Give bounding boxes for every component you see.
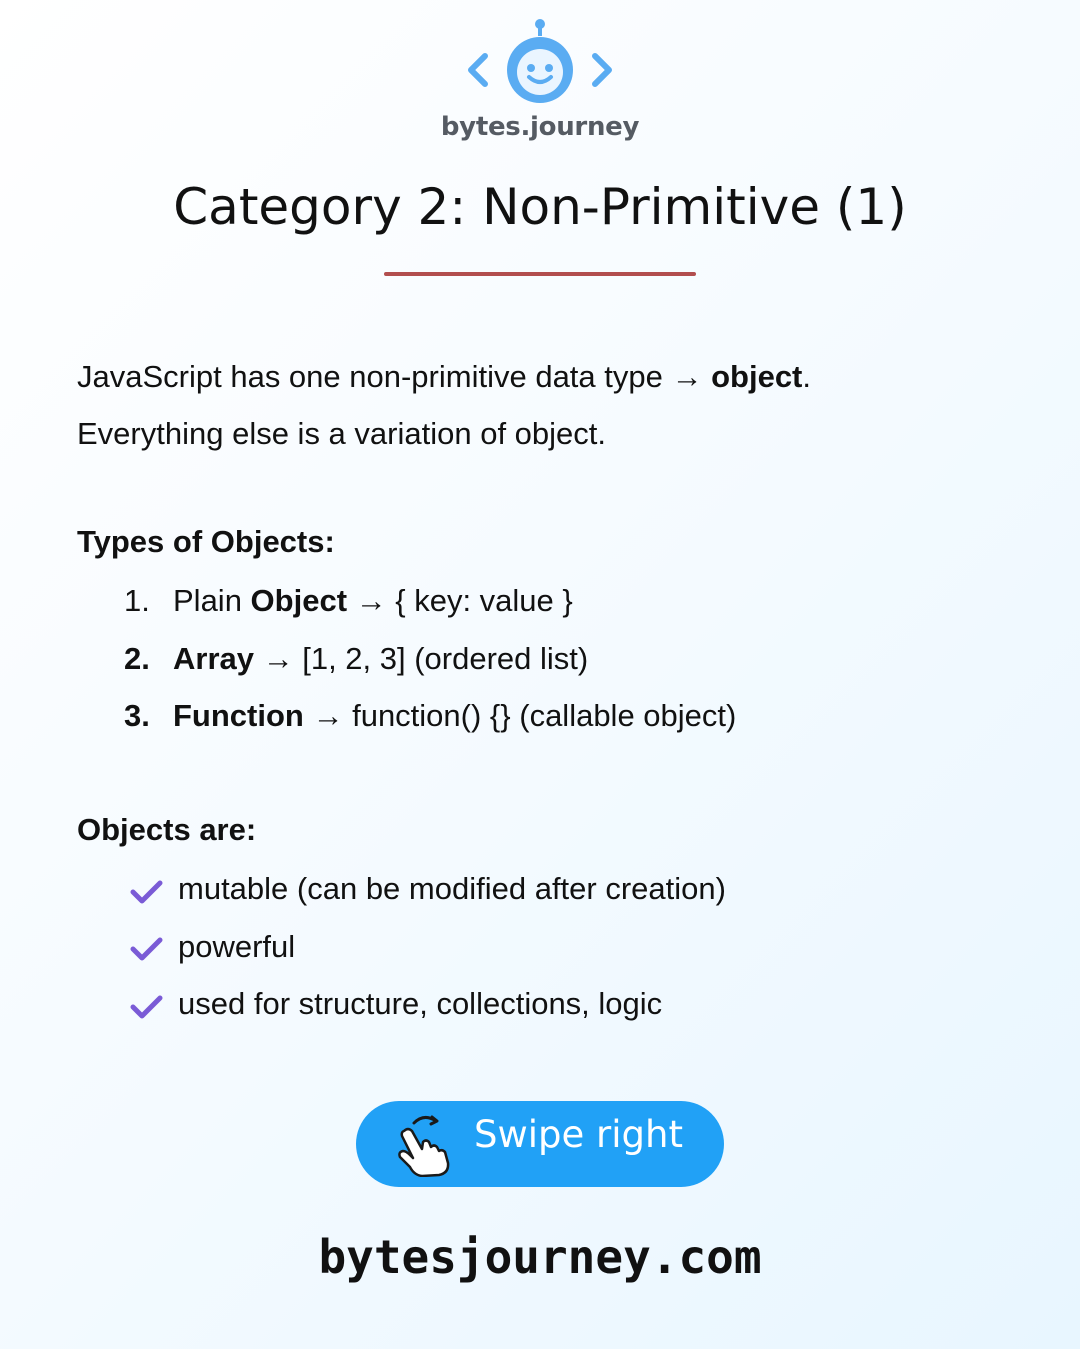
robot-logo-icon [465,18,615,110]
intro-line-1-suffix: . [802,359,812,394]
item-term: Function [173,698,304,733]
intro-line-2: Everything else is a variation of object. [77,416,606,451]
list-item [130,860,726,918]
item-description: → { key: value } [347,583,573,618]
types-heading: Types of Objects: [77,524,335,559]
intro-line-1 [77,348,1037,405]
list-text: mutable (can be modified after creation) [178,871,726,906]
checkmark-icon [130,879,163,905]
item-prefix: Plain [173,583,251,618]
item-term: Array [173,640,254,676]
title-underline [384,272,696,276]
list-item [130,975,726,1033]
item-description: → function() {} (callable object) [303,698,737,733]
intro-keyword-object: object [711,359,803,394]
intro-text [77,348,1037,462]
objects-list [130,860,726,1033]
checkmark-icon [130,994,163,1020]
brand-logo [0,18,1080,142]
swipe-right-button[interactable] [356,1101,724,1187]
list-text: used for structure, collections, logic [178,986,663,1021]
list-text [173,630,588,688]
swipe-right-label: Swipe right [474,1113,683,1156]
list-number: 1. [124,583,150,618]
list-number: 3. [124,698,150,733]
list-text [173,572,573,630]
list-text: powerful [178,928,296,964]
item-description: → [1, 2, 3] (ordered list) [254,640,589,676]
list-item [124,572,736,630]
types-list [124,572,736,745]
page-title: Category 2: Non-Primitive (1) [173,178,907,236]
item-term: Object [250,583,348,618]
list-item [124,687,736,745]
brand-name: bytes.journey [440,112,640,142]
checkmark-icon [130,936,163,962]
swipe-hand-icon [392,1111,454,1177]
list-text [173,687,736,745]
list-item [130,918,726,976]
list-number: 2. [124,640,150,676]
website-url[interactable]: bytesjourney.com [318,1230,762,1284]
intro-line-1-prefix: JavaScript has one non-primitive data type → [77,359,712,394]
list-item [124,630,736,688]
objects-heading: Objects are: [77,812,257,847]
